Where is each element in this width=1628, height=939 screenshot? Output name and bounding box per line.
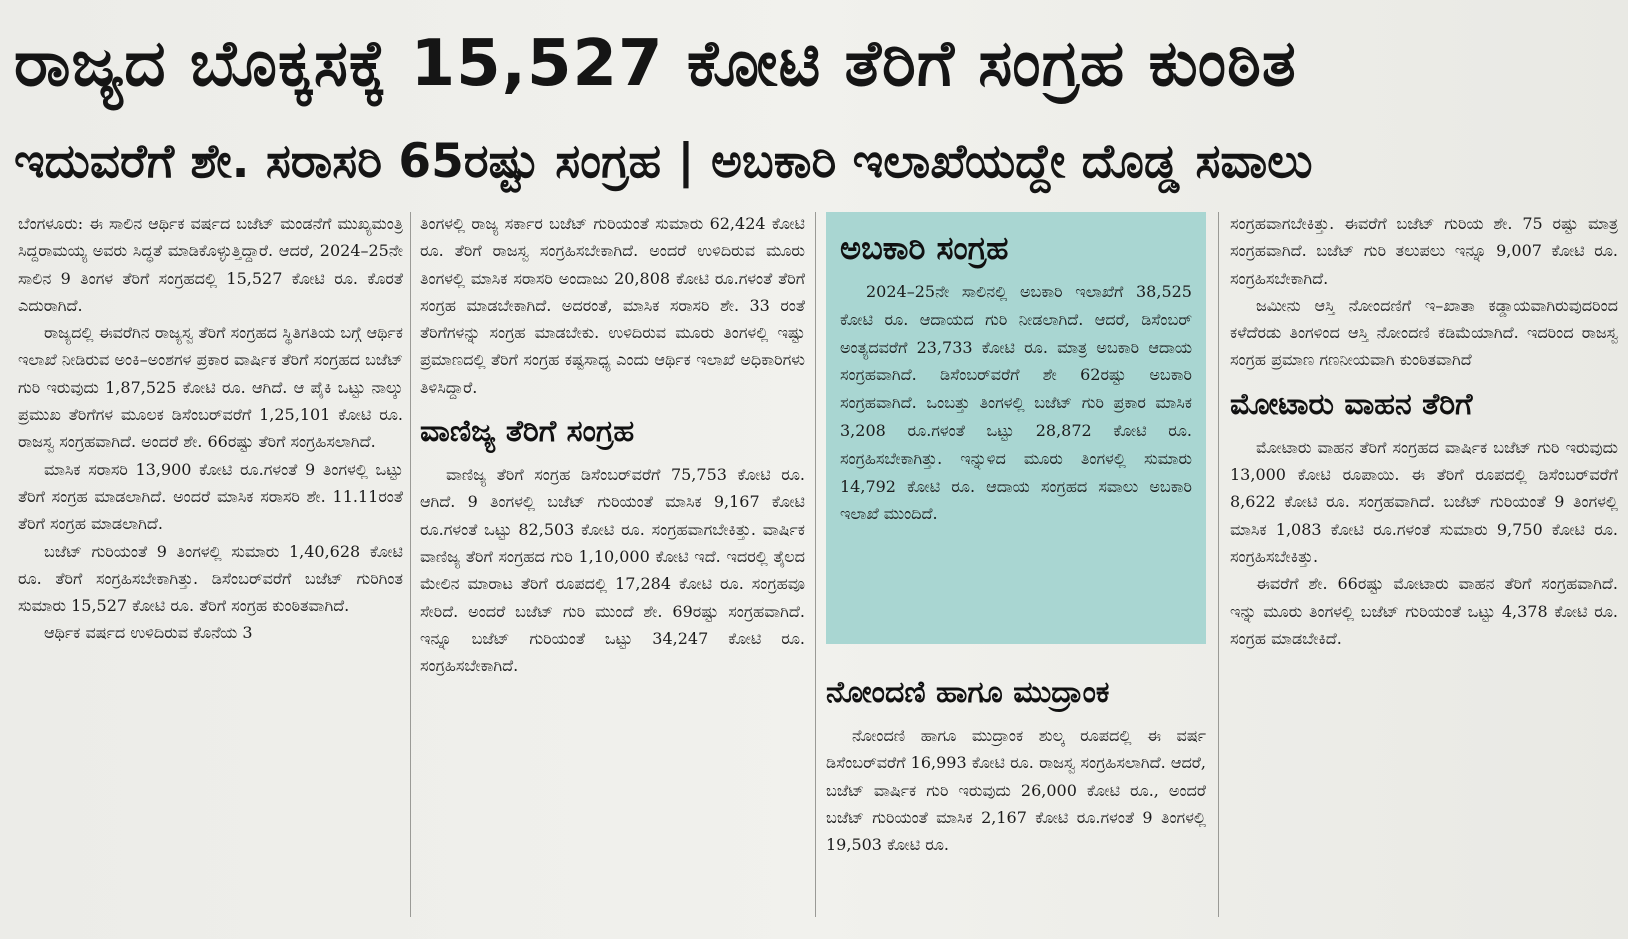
column-divider <box>815 212 816 917</box>
article-column-1 <box>18 210 403 925</box>
paragraph: 2024–25ನೇ ಸಾಲಿನಲ್ಲಿ ಅಬಕಾರಿ ಇಲಾಖೆಗೆ 38,525 ಕೋಟಿ ರೂ. ಆದಾಯದ ಗುರಿ ನೀಡಲಾಗಿದೆ. ಆದರೆ, ಡಿಸೆಂಬರ್ ಅಂತ್ಯದವರೆಗೆ 23,733 ಕೋಟಿ ರೂ. ಮಾತ್ರ ಅಬಕಾರಿ ಆದಾಯ ಸಂಗ್ರಹವಾಗಿದೆ. ಡಿಸೆಂಬರ್‌ವರೆಗೆ ಶೇ 62ರಷ್ಟು ಅಬಕಾರಿ ಸಂಗ್ರಹವಾಗಿದೆ. ಒಂಬತ್ತು ತಿಂಗಳಲ್ಲಿ ಬಜೆಟ್ ಗುರಿ ಪ್ರಕಾರ ಮಾಸಿಕ 3,208 ರೂ.ಗಳಂತೆ ಒಟ್ಟು 28,872 ಕೋಟಿ ರೂ. ಸಂಗ್ರಹಿಸಬೇಕಾಗಿತ್ತು. ಇನ್ನುಳಿದ ಮೂರು ತಿಂಗಳಲ್ಲಿ ಸುಮಾರು 14,792 ಕೋಟಿ ರೂ. ಆದಾಯ ಸಂಗ್ರಹದ ಸವಾಲು ಅಬಕಾರಿ ಇಲಾಖೆ ಮುಂದಿದೆ. <box>840 282 1192 524</box>
excise-box-heading: ಅಬಕಾರಿ ಸಂಗ್ರಹ <box>840 229 1009 267</box>
paragraph: ಆರ್ಥಿಕ ವರ್ಷದ ಉಳಿದಿರುವ ಕೊನೆಯ 3 <box>44 623 253 643</box>
excise-highlight-box <box>826 212 1206 644</box>
paragraph: ಈವರೆಗೆ ಶೇ. 66ರಷ್ಟು ಮೋಟಾರು ವಾಹನ ತೆರಿಗೆ ಸಂಗ್ರಹವಾಗಿದೆ. ಇನ್ನು ಮೂರು ತಿಂಗಳಲ್ಲಿ ಬಜೆಟ್ ಗುರಿಯಂತೆ ಒಟ್ಟು 4,378 ಕೋಟಿ ರೂ. ಸಂಗ್ರಹ ಮಾಡಬೇಕಿದೆ. <box>1230 574 1618 648</box>
paragraph: ತಿಂಗಳಲ್ಲಿ ರಾಜ್ಯ ಸರ್ಕಾರ ಬಜೆಟ್ ಗುರಿಯಂತೆ ಸುಮಾರು 62,424 ಕೋಟಿ ರೂ. ತೆರಿಗೆ ರಾಜಸ್ವ ಸಂಗ್ರಹಿಸಬೇಕಾಗಿದೆ. ಅಂದರೆ ಉಳಿದಿರುವ ಮೂರು ತಿಂಗಳಲ್ಲಿ ಮಾಸಿಕ ಸರಾಸರಿ ಅಂದಾಜು 20,808 ಕೋಟಿ ರೂ.ಗಳಂತೆ ತೆರಿಗೆ ಸಂಗ್ರಹ ಮಾಡಬೇಕಾಗಿದೆ. ಅದರಂತೆ, ಮಾಸಿಕ ಸರಾಸರಿ ಶೇ. 33 ರಂತೆ ತೆರಿಗೆಗಳನ್ನು ಸಂಗ್ರಹ ಮಾಡಬೇಕು. ಉಳಿದಿರುವ ಮೂರು ತಿಂಗಳಲ್ಲಿ ಇಷ್ಟು ಪ್ರಮಾಣದಲ್ಲಿ ತೆರಿಗೆ ಸಂಗ್ರಹ ಕಷ್ಟಸಾಧ್ಯ ಎಂದು ಆರ್ಥಿಕ ಇಲಾಖೆ ಅಧಿಕಾರಿಗಳು ತಿಳಿಸಿದ್ದಾರೆ. <box>420 214 805 397</box>
paragraph: ಬೆಂಗಳೂರು: ಈ ಸಾಲಿನ ಆರ್ಥಿಕ ವರ್ಷದ ಬಜೆಟ್ ಮಂಡನೆಗೆ ಮುಖ್ಯಮಂತ್ರಿ ಸಿದ್ದರಾಮಯ್ಯ ಅವರು ಸಿದ್ಧತೆ ಮಾಡಿಕೊಳ್ಳುತ್ತಿದ್ದಾರೆ. ಆದರೆ, 2024–25ನೇ ಸಾಲಿನ 9 ತಿಂಗಳ ತೆರಿಗೆ ಸಂಗ್ರಹದಲ್ಲಿ 15,527 ಕೋಟಿ ರೂ. ಕೊರತೆ ಎದುರಾಗಿದೆ. <box>18 214 403 315</box>
article-column-3 <box>826 672 1206 925</box>
paragraph: ವಾಣಿಜ್ಯ ತೆರಿಗೆ ಸಂಗ್ರಹ ಡಿಸೆಂಬರ್‌ವರೆಗೆ 75,753 ಕೋಟಿ ರೂ. ಆಗಿದೆ. 9 ತಿಂಗಳಲ್ಲಿ ಬಜೆಟ್ ಗುರಿಯಂತೆ ಮಾಸಿಕ 9,167 ಕೋಟಿ ರೂ.ಗಳಂತೆ ಒಟ್ಟು 82,503 ಕೋಟಿ ರೂ. ಸಂಗ್ರಹವಾಗಬೇಕಿತ್ತು. ವಾರ್ಷಿಕ ವಾಣಿಜ್ಯ ತೆರಿಗೆ ಸಂಗ್ರಹದ ಗುರಿ 1,10,000 ಕೋಟಿ ಇದೆ. ಇದರಲ್ಲಿ ತೈಲದ ಮೇಲಿನ ಮಾರಾಟ ತೆರಿಗೆ ರೂಪದಲ್ಲಿ 17,284 ಕೋಟಿ ರೂ. ಸಂಗ್ರಹವೂ ಸೇರಿದೆ. ಅಂದರೆ ಬಜೆಟ್ ಗುರಿ ಮುಂದೆ ಶೇ. 69ರಷ್ಟು ಸಂಗ್ರಹವಾಗಿದೆ. ಇನ್ನೂ ಬಜೆಟ್ ಗುರಿಯಂತೆ ಒಟ್ಟು 34,247 ಕೋಟಿ ರೂ. ಸಂಗ್ರಹಿಸಬೇಕಾಗಿದೆ. <box>420 465 805 676</box>
column-divider <box>1218 212 1219 917</box>
paragraph: ಮಾಸಿಕ ಸರಾಸರಿ 13,900 ಕೋಟಿ ರೂ.ಗಳಂತೆ 9 ತಿಂಗಳಲ್ಲಿ ಒಟ್ಟು ತೆರಿಗೆ ಸಂಗ್ರಹ ಮಾಡಲಾಗಿದೆ. ಅಂದರೆ ಮಾಸಿಕ ಸರಾಸರಿ ಶೇ. 11.11ರಂತೆ ತೆರಿಗೆ ಸಂಗ್ರಹ ಮಾಡಲಾಗಿದೆ. <box>18 459 403 534</box>
article-column-4 <box>1230 210 1618 925</box>
paragraph: ರಾಜ್ಯದಲ್ಲಿ ಈವರೆಗಿನ ರಾಜ್ಯಸ್ವ ತೆರಿಗೆ ಸಂಗ್ರಹದ ಸ್ಥಿತಿಗತಿಯ ಬಗ್ಗೆ ಆರ್ಥಿಕ ಇಲಾಖೆ ನೀಡಿರುವ ಅಂಕಿ–ಅಂಶಗಳ ಪ್ರಕಾರ ವಾರ್ಷಿಕ ತೆರಿಗೆ ಸಂಗ್ರಹದ ಬಜೆಟ್ ಗುರಿ ಇರುವುದು 1,87,525 ಕೋಟಿ ರೂ. ಆಗಿದೆ. ಆ ಪೈಕಿ ಒಟ್ಟು ನಾಲ್ಕು ಪ್ರಮುಖ ತೆರಿಗೆಗಳ ಮೂಲಕ ಡಿಸೆಂಬರ್‌ವರೆಗೆ 1,25,101 ಕೋಟಿ ರೂ. ರಾಜಸ್ವ ಸಂಗ್ರಹವಾಗಿದೆ. ಅಂದರೆ ಶೇ. 66ರಷ್ಟು ತೆರಿಗೆ ಸಂಗ್ರಹಿಸಲಾಗಿದೆ. <box>18 323 403 452</box>
section-heading-commercial-tax: ವಾಣಿಜ್ಯ ತೆರಿಗೆ ಸಂಗ್ರಹ <box>420 414 635 450</box>
subheadline: ಇದುವರೆಗೆ ಶೇ. ಸರಾಸರಿ 65ರಷ್ಟು ಸಂಗ್ರಹ | ಅಬಕಾರಿ ಇಲಾಖೆಯದ್ದೇ ದೊಡ್ಡ ಸವಾಲು <box>14 134 1313 189</box>
article-column-2 <box>420 210 805 925</box>
paragraph: ಸಂಗ್ರಹವಾಗಬೇಕಿತ್ತು. ಈವರೆಗೆ ಬಜೆಟ್ ಗುರಿಯ ಶೇ. 75 ರಷ್ಟು ಮಾತ್ರ ಸಂಗ್ರಹವಾಗಿದೆ. ಬಜೆಟ್ ಗುರಿ ತಲುಪಲು ಇನ್ನೂ 9,007 ಕೋಟಿ ರೂ. ಸಂಗ್ರಹಿಸಬೇಕಾಗಿದೆ. <box>1230 214 1618 288</box>
headline: ರಾಜ್ಯದ ಬೊಕ್ಕಸಕ್ಕೆ 15,527 ಕೋಟಿ ತೆರಿಗೆ ಸಂಗ್ರಹ ಕುಂಠಿತ <box>14 27 1297 101</box>
section-heading-motor-vehicle-tax: ಮೋಟಾರು ವಾಹನ ತೆರಿಗೆ <box>1230 386 1473 422</box>
paragraph: ಮೋಟಾರು ವಾಹನ ತೆರಿಗೆ ಸಂಗ್ರಹದ ವಾರ್ಷಿಕ ಬಜೆಟ್ ಗುರಿ ಇರುವುದು 13,000 ಕೋಟಿ ರೂಪಾಯಿ. ಈ ತೆರಿಗೆ ರೂಪದಲ್ಲಿ ಡಿಸೆಂಬರ್‌ವರೆಗೆ 8,622 ಕೋಟಿ ರೂ. ಸಂಗ್ರಹವಾಗಿದೆ. ಬಜೆಟ್ ಗುರಿಯಂತೆ 9 ತಿಂಗಳಲ್ಲಿ ಮಾಸಿಕ 1,083 ಕೋಟಿ ರೂ.ಗಳಂತೆ ಸುಮಾರು 9,750 ಕೋಟಿ ರೂ. ಸಂಗ್ರಹಿಸಬೇಕಿತ್ತು. <box>1230 437 1618 566</box>
paragraph: ನೋಂದಣಿ ಹಾಗೂ ಮುದ್ರಾಂಕ ಶುಲ್ಕ ರೂಪದಲ್ಲಿ ಈ ವರ್ಷ ಡಿಸೆಂಬರ್‌ವರೆಗೆ 16,993 ಕೋಟಿ ರೂ. ರಾಜಸ್ವ ಸಂಗ್ರಹಿಸಲಾಗಿದೆ. ಆದರೆ, ಬಜೆಟ್ ವಾರ್ಷಿಕ ಗುರಿ ಇರುವುದು 26,000 ಕೋಟಿ ರೂ., ಅಂದರೆ ಬಜೆಟ್ ಗುರಿಯಂತೆ ಮಾಸಿಕ 2,167 ಕೋಟಿ ರೂ.ಗಳಂತೆ 9 ತಿಂಗಳಲ್ಲಿ 19,503 ಕೋಟಿ ರೂ. <box>826 726 1206 855</box>
column-divider <box>410 212 411 917</box>
section-heading-registration: ನೋಂದಣಿ ಹಾಗೂ ಮುದ್ರಾಂಕ <box>826 675 1110 710</box>
paragraph: ಬಜೆಟ್ ಗುರಿಯಂತೆ 9 ತಿಂಗಳಲ್ಲಿ ಸುಮಾರು 1,40,628 ಕೋಟಿ ರೂ. ತೆರಿಗೆ ಸಂಗ್ರಹಿಸಬೇಕಾಗಿತ್ತು. ಡಿಸೆಂಬರ್‌ವರೆಗೆ ಬಜೆಟ್ ಗುರಿಗಿಂತ ಸುಮಾರು 15,527 ಕೋಟಿ ರೂ. ತೆರಿಗೆ ಸಂಗ್ರಹ ಕುಂಠಿತವಾಗಿದೆ. <box>18 541 403 616</box>
paragraph: ಜಮೀನು ಆಸ್ತಿ ನೋಂದಣಿಗೆ ಇ–ಖಾತಾ ಕಡ್ಡಾಯವಾಗಿರುವುದರಿಂದ ಕಳೆದೆರಡು ತಿಂಗಳಿಂದ ಆಸ್ತಿ ನೋಂದಣಿ ಕಡಿಮೆಯಾಗಿದೆ. ಇದರಿಂದ ರಾಜಸ್ವ ಸಂಗ್ರಹ ಪ್ರಮಾಣ ಗಣನೀಯವಾಗಿ ಕುಂಠಿತವಾಗಿದೆ <box>1230 295 1618 370</box>
